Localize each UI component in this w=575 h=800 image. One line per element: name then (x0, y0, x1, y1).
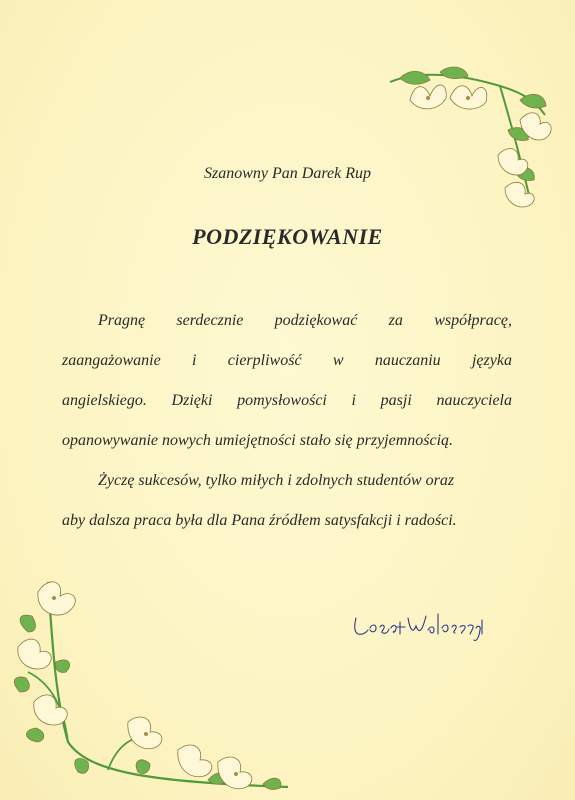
word: za (388, 312, 403, 329)
paragraph-1-line-2 (62, 352, 512, 370)
word: angielskiego. (62, 392, 147, 409)
word: języka (471, 352, 512, 369)
lily-corner-top-right-icon (380, 60, 560, 210)
word: i (351, 392, 356, 409)
paragraph-2-line-1: Życzę sukcesów, tylko miłych i zdolnych studentów oraz (98, 472, 455, 489)
word: cierpliwość (227, 352, 302, 369)
salutation: Szanowny Pan Darek Rup (204, 165, 371, 182)
paragraph-1-line-4: opanowywanie nowych umiejętności stało się przyjemnością. (62, 432, 454, 449)
word: współpracę, (434, 312, 512, 329)
word: serdecznie (176, 312, 244, 329)
page-title: PODZIĘKOWANIE (192, 224, 383, 249)
signature (350, 600, 490, 645)
word: Pragnę (98, 312, 146, 329)
word: nauczyciela (436, 392, 512, 409)
word: i (192, 352, 197, 369)
lily-corner-bottom-left-icon (8, 572, 308, 798)
paragraph-1-line-3 (62, 392, 512, 410)
paragraph-1-line-1 (98, 312, 512, 330)
word: pomysłowości (237, 392, 327, 409)
word: nauczaniu (374, 352, 441, 369)
word: zaangażowanie (62, 352, 161, 369)
word: w (332, 352, 344, 369)
word: pasji (380, 392, 412, 409)
paragraph-2-line-2: aby dalsza praca była dla Pana źródłem satysfakcji i radości. (62, 512, 457, 529)
word: podziękować (274, 312, 358, 329)
word: Dzięki (171, 392, 213, 409)
